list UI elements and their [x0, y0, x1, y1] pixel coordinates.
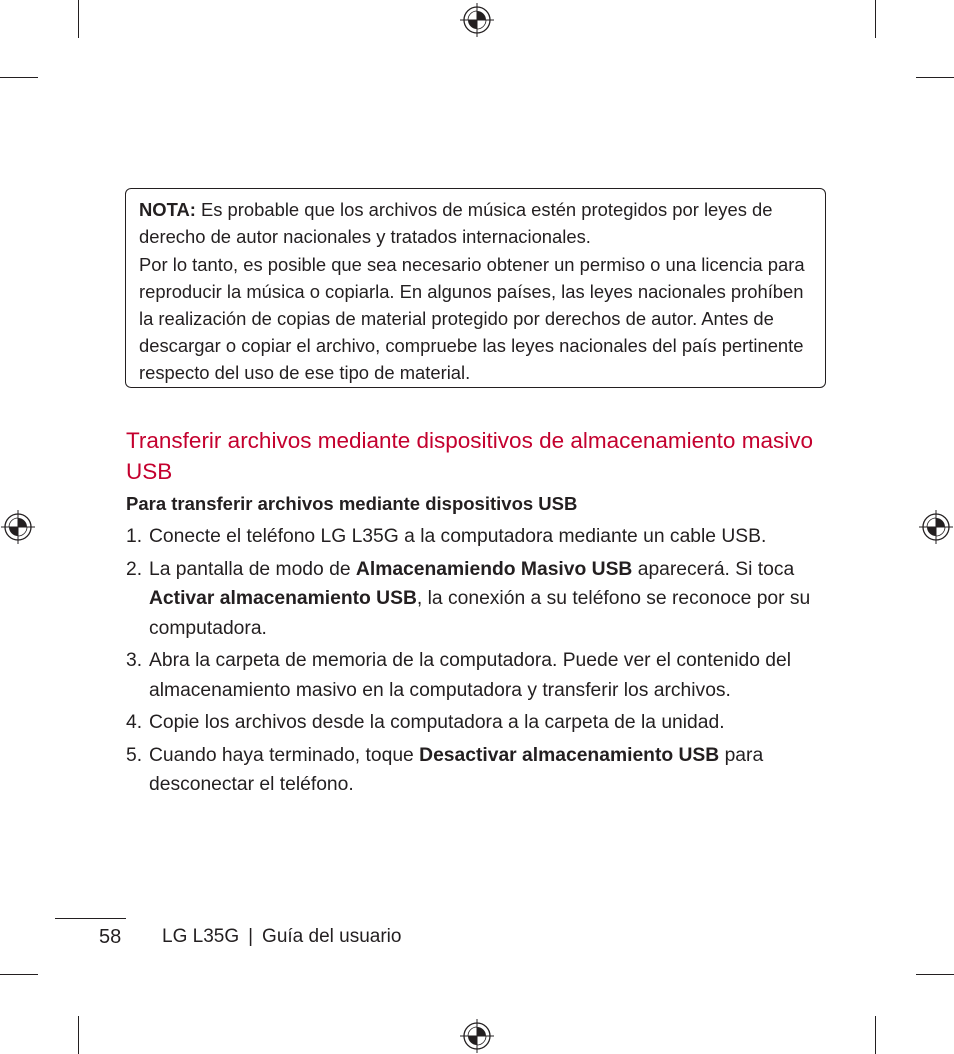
step-number: 4.: [126, 712, 143, 733]
note-paragraph-1: [139, 196, 815, 250]
step-4: [126, 708, 836, 738]
crop-mark-bottom-left-horizontal: [0, 974, 38, 975]
crop-mark-top-right-vertical: [875, 0, 876, 38]
step-number: 5.: [126, 744, 143, 766]
subheading: Para transferir archivos mediante dispositivos USB: [126, 493, 578, 514]
registration-mark-icon: [919, 510, 953, 544]
step-text: aparecerá. Si toca: [632, 558, 795, 580]
step-number: 3.: [126, 650, 143, 671]
step-bold-term: Desactivar almacenamiento USB: [419, 744, 720, 766]
footer-guide: Guía del usuario: [262, 926, 402, 947]
crop-mark-top-left-horizontal: [0, 77, 38, 78]
footer-product: LG L35G: [162, 926, 240, 947]
footer-separator: |: [248, 926, 254, 947]
note-box: [125, 188, 826, 388]
step-2: [126, 555, 836, 644]
step-text: Abra la carpeta de memoria de la computadora. Puede ver el contenido del almacenamiento masivo en la computadora y transferir los archivos.: [149, 650, 792, 701]
step-number: 1.: [126, 526, 143, 547]
note-text-1: Es probable que los archivos de música estén protegidos por leyes de derecho de autor nacionales y tratados internacionales.: [139, 199, 773, 247]
page-number: 58: [99, 926, 122, 948]
registration-mark-icon: [460, 3, 494, 37]
step-bold-term: Almacenamiendo Masivo USB: [355, 558, 633, 580]
section-title: Transferir archivos mediante dispositivos de almacenamiento masivo USB: [126, 428, 813, 484]
crop-mark-top-left-vertical: [78, 0, 79, 38]
step-3: [126, 646, 836, 705]
footer-title: [162, 924, 401, 950]
step-text: para desconectar el teléfono.: [149, 744, 764, 795]
note-label: NOTA:: [139, 199, 196, 220]
registration-mark-icon: [1, 510, 35, 544]
step-5: [126, 741, 836, 800]
step-text: , la conexión a su teléfono se reconoce por su computadora.: [149, 588, 811, 639]
crop-mark-top-right-horizontal: [916, 77, 954, 78]
crop-mark-bottom-right-vertical: [875, 1016, 876, 1054]
step-number: 2.: [126, 558, 143, 580]
footer-rule: [55, 918, 126, 919]
crop-mark-bottom-left-vertical: [78, 1016, 79, 1054]
step-bold-term: Activar almacenamiento USB: [149, 588, 417, 609]
crop-mark-bottom-right-horizontal: [916, 974, 954, 975]
registration-mark-icon: [460, 1019, 494, 1053]
step-text: Cuando haya terminado, toque: [149, 744, 420, 766]
step-text: Conecte el teléfono LG L35G a la computadora mediante un cable USB.: [149, 526, 767, 547]
step-text: La pantalla de modo de: [149, 558, 356, 580]
steps-list: [126, 522, 836, 803]
note-paragraph-2: Por lo tanto, es posible que sea necesario obtener un permiso o una licencia para reproducir la música o copiarla. En algunos países, las leyes nacionales prohíben la realización de copias de material protegido por derechos de autor. Antes de descargar o copiar el archivo, compruebe las leyes nacionales del país pertinente respecto del uso de ese tipo de material.: [139, 254, 805, 383]
step-text: Copie los archivos desde la computadora a la carpeta de la unidad.: [149, 712, 725, 733]
step-1: [126, 522, 836, 552]
